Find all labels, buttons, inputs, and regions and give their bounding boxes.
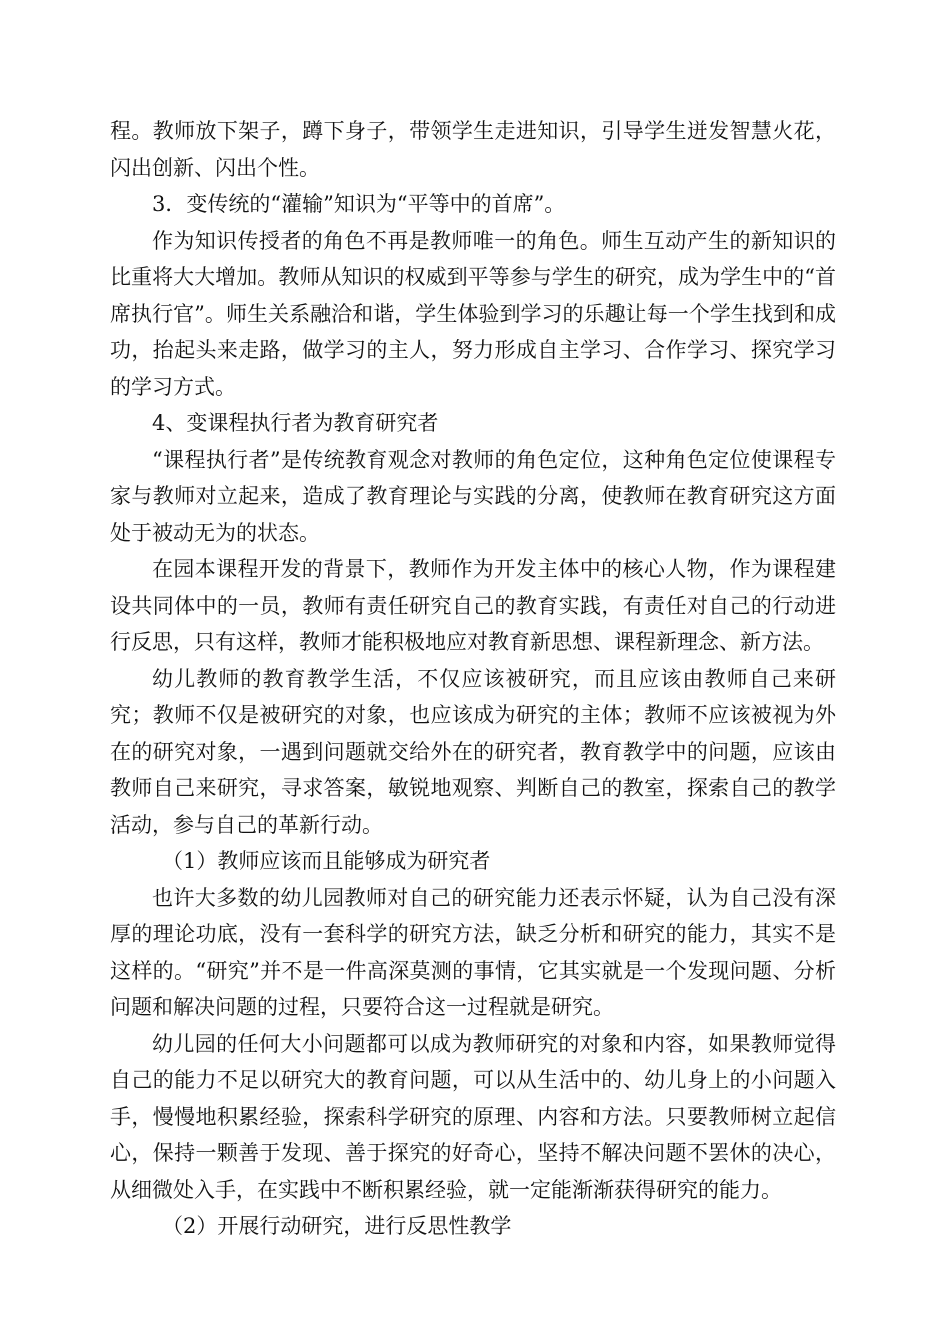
paragraph-continued: 程。教师放下架子，蹲下身子，带领学生走进知识，引导学生迸发智慧火花，闪出创新、闪出个性。 bbox=[110, 119, 836, 180]
paragraph: 也许大多数的幼儿园教师对自己的研究能力还表示怀疑，认为自己没有深厚的理论功底，没有一套科学的研究方法，缺乏分析和研究的能力，其实不是这样的。“研究”并不是一件高深莫测的事情，它其实就是一个发现问题、分析问题和解决问题的过程，只要符合这一过程就是研究。 bbox=[110, 885, 836, 1019]
paragraph: 作为知识传授者的角色不再是教师唯一的角色。师生互动产生的新知识的比重将大大增加。教师从知识的权威到平等参与学生的研究，成为学生中的“首席执行官”。师生关系融洽和谐，学生体验到学习的乐趣让每一个学生找到和成功，抬起头来走路，做学习的主人，努力形成自主学习、合作学习、探究学习的学习方式。 bbox=[110, 228, 836, 399]
paragraph: 幼儿园的任何大小问题都可以成为教师研究的对象和内容，如果教师觉得自己的能力不足以研究大的教育问题，可以从生活中的、幼儿身上的小问题入手，慢慢地积累经验，探索科学研究的原理、内容和方法。只要教师树立起信心，保持一颗善于发现、善于探究的好奇心，坚持不解决问题不罢休的决心，从细微处入手，在实践中不断积累经验，就一定能渐渐获得研究的能力。 bbox=[110, 1031, 836, 1202]
subheading-2: （2）开展行动研究，进行反思性教学 bbox=[162, 1214, 512, 1238]
paragraph: 在园本课程开发的背景下，教师作为开发主体中的核心人物，作为课程建设共同体中的一员，教师有责任研究自己的教育实践，有责任对自己的行动进行反思，只有这样，教师才能积极地应对教育新思想、课程新理念、新方法。 bbox=[110, 557, 836, 654]
subheading-1: （1）教师应该而且能够成为研究者 bbox=[162, 849, 491, 873]
section-heading-3: 3．变传统的“灌输”知识为“平等中的首席”。 bbox=[152, 192, 566, 216]
paragraph: 幼儿教师的教育教学生活，不仅应该被研究，而且应该由教师自己来研究；教师不仅是被研究的对象，也应该成为研究的主体；教师不应该被视为外在的研究对象，一遇到问题就交给外在的研究者，教育教学中的问题，应该由教师自己来研究，寻求答案，敏锐地观察、判断自己的教室，探索自己的教学活动，参与自己的革新行动。 bbox=[110, 666, 836, 837]
document-body bbox=[110, 113, 836, 1245]
section-heading-4: 4、变课程执行者为教育研究者 bbox=[152, 411, 439, 435]
paragraph: “课程执行者”是传统教育观念对教师的角色定位，这种角色定位使课程专家与教师对立起来，造成了教育理论与实践的分离，使教师在教育研究这方面处于被动无为的状态。 bbox=[110, 447, 836, 545]
